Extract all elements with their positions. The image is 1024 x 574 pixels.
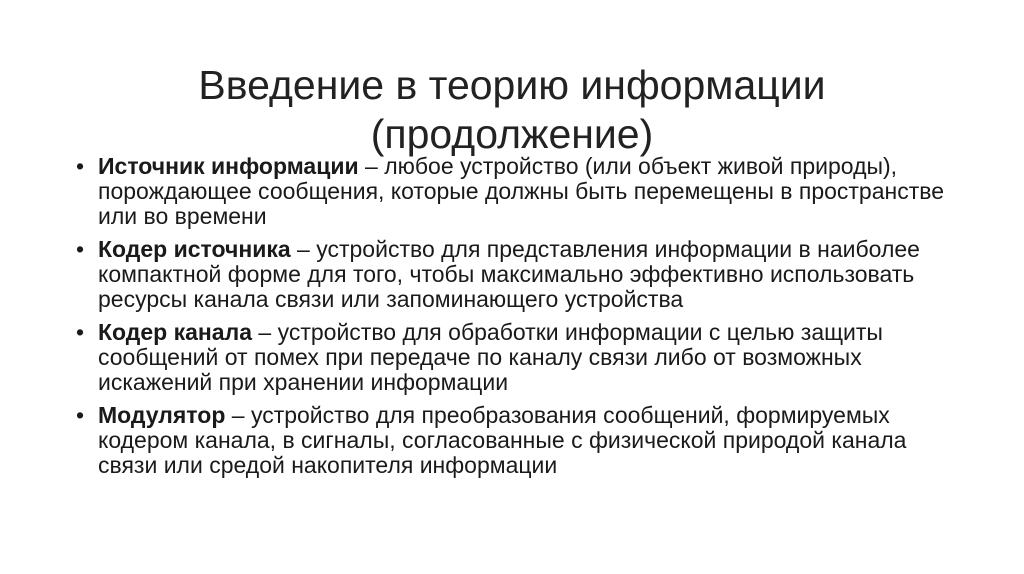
bullet-marker: • xyxy=(76,402,85,428)
bullet-definition: – устройство для преобразования сообщений, формируемых кодером канала, в сигналы, согласованные с физической природой канала связи или средой накопителя информации xyxy=(98,402,907,478)
bullet-marker: • xyxy=(76,236,85,262)
bullet-definition: – устройство для представления информации в наиболее компактной форме для того, чтобы максимально эффективно использовать ресурсы канала связи или запоминающего устройства xyxy=(98,236,920,312)
bullet-term: Модулятор xyxy=(98,402,226,428)
bullet-item-modulator xyxy=(76,403,956,478)
bullet-definition: – любое устройство (или объект живой природы), порождающее сообщения, которые должны быть перемещены в пространстве или во времени xyxy=(98,153,945,229)
bullet-definition: – устройство для обработки информации с целью защиты сообщений от помех при передаче по каналу связи либо от возможных искажений при хранении информации xyxy=(98,319,883,395)
bullet-item-channel-encoder xyxy=(76,320,956,395)
slide-title-line1: Введение в теорию информации xyxy=(198,62,826,109)
bullet-term: Кодер источника xyxy=(98,236,291,262)
bullet-marker: • xyxy=(76,153,85,179)
bullet-item-source-encoder xyxy=(76,237,956,312)
bullet-item-information-source xyxy=(76,154,956,229)
bullet-list xyxy=(76,154,956,486)
bullet-marker: • xyxy=(76,319,85,345)
slide-title xyxy=(60,61,964,159)
bullet-term: Кодер канала xyxy=(98,319,253,345)
bullet-term: Источник информации xyxy=(98,153,359,179)
slide-title-line2: (продолжение) xyxy=(370,111,654,158)
